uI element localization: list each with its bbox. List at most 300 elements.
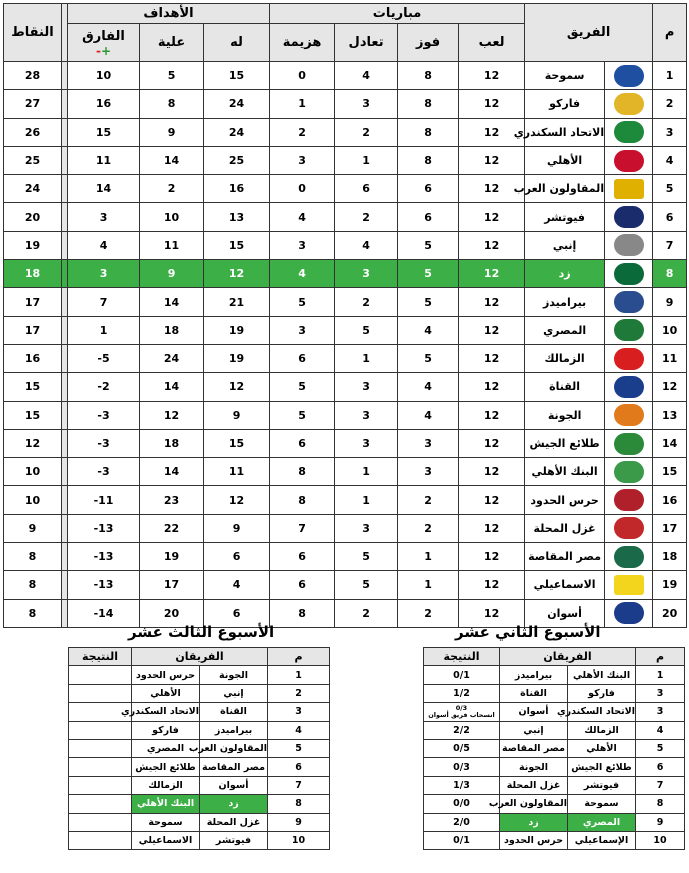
drawn-count: 2 [335,288,398,316]
standings-row [4,571,687,599]
team-name: طلائع الجيش [525,429,605,457]
match-result: 0/3 [424,758,500,776]
played-count: 12 [459,373,525,401]
won-count: 8 [398,118,459,146]
match-result: 1/3 [424,776,500,794]
gap-cell [62,486,68,514]
week12-match-row [386,831,685,849]
result-note: انسحاب فريق أسوان [428,710,495,719]
goal-diff-label: الفارق [82,29,125,44]
won-count: 8 [398,62,459,90]
points: 12 [4,429,62,457]
drawn-count: 1 [335,146,398,174]
goal-diff: 3- [68,401,140,429]
goals-against: 24 [140,344,204,372]
won-count: 8 [398,90,459,118]
goals-for: 24 [204,90,270,118]
away-team: زد [500,813,568,831]
goals-against: 17 [140,571,204,599]
match-result [69,758,132,776]
home-team: الجونة [200,666,268,684]
team-name: بيراميدز [525,288,605,316]
goal-diff: 11 [68,146,140,174]
standings-row [4,288,687,316]
gap-cell [386,795,424,813]
goals-for: 12 [204,373,270,401]
goal-diff: 15 [68,118,140,146]
week13-match-row [69,795,330,813]
team-rank: 16 [653,486,687,514]
goal-diff-symbols [68,46,139,56]
home-team: فاركو [568,684,636,702]
team-name: الزمالك [525,344,605,372]
week13-match-row [69,684,330,702]
away-team: الجونة [500,758,568,776]
week12-title: الأسبوع الثاني عشر [455,623,601,641]
standings-row [4,260,687,288]
lost-count: 4 [270,260,335,288]
drawn-count: 5 [335,543,398,571]
standings-row [4,62,687,90]
played-count: 12 [459,260,525,288]
match-number: 3 [636,684,685,702]
goals-against: 22 [140,514,204,542]
match-number: 3 [636,703,685,721]
team-rank: 5 [653,175,687,203]
week13-header-result: النتيجة [69,648,132,666]
won-count: 4 [398,401,459,429]
match-number: 9 [636,813,685,831]
points: 8 [4,543,62,571]
gap-cell [386,831,424,849]
home-team: القناة [200,703,268,721]
played-count: 12 [459,118,525,146]
week12-match-row [386,758,685,776]
match-result [69,795,132,813]
goal-diff: 14 [68,175,140,203]
played-count: 12 [459,288,525,316]
away-team: الاتحاد السكندري [132,703,200,721]
gap-cell [62,316,68,344]
played-count: 12 [459,543,525,571]
points: 16 [4,344,62,372]
match-result [69,831,132,849]
team-logo-icon [614,291,644,313]
goals-against: 14 [140,458,204,486]
team-rank: 13 [653,401,687,429]
played-count: 12 [459,571,525,599]
lost-count: 8 [270,486,335,514]
team-name: حرس الحدود [525,486,605,514]
week12-header-teams: الفريقان [500,648,636,666]
team-logo [605,175,653,203]
team-name: فيوتشر [525,203,605,231]
won-count: 2 [398,599,459,627]
goals-for: 15 [204,231,270,259]
goal-diff: 5- [68,344,140,372]
match-result [69,721,132,739]
played-count: 12 [459,599,525,627]
points: 20 [4,203,62,231]
drawn-count: 4 [335,231,398,259]
team-name: البنك الأهلي [525,458,605,486]
week13-table [68,647,330,850]
home-team: الأهلي [568,739,636,757]
goals-against: 2 [140,175,204,203]
week13-match-row [69,666,330,684]
points: 17 [4,316,62,344]
match-number: 2 [268,684,330,702]
match-result: 0/1 [424,831,500,849]
match-number: 6 [636,758,685,776]
team-logo-icon [614,404,644,426]
team-name: الأهلي [525,146,605,174]
goals-against: 9 [140,118,204,146]
goals-for: 21 [204,288,270,316]
goal-diff: 13- [68,514,140,542]
team-logo-icon [614,376,644,398]
standings-row [4,373,687,401]
away-team: الزمالك [132,776,200,794]
goal-diff: 10 [68,62,140,90]
goal-diff: 2- [68,373,140,401]
points: 18 [4,260,62,288]
goals-against: 18 [140,429,204,457]
match-number: 1 [636,666,685,684]
match-number: 4 [268,721,330,739]
away-team: الأهلي [132,684,200,702]
gap-cell [386,703,424,721]
home-team: أسوان [200,776,268,794]
drawn-count: 2 [335,203,398,231]
standings-row [4,514,687,542]
team-logo-icon [614,433,644,455]
lost-count: 5 [270,373,335,401]
drawn-count: 6 [335,175,398,203]
team-rank: 15 [653,458,687,486]
standings-row [4,203,687,231]
header-rank: م [653,4,687,62]
lost-count: 0 [270,175,335,203]
drawn-count: 3 [335,260,398,288]
gap-cell [386,684,424,702]
team-logo [605,458,653,486]
week12-header-num: م [636,648,685,666]
standings-row [4,146,687,174]
drawn-count: 3 [335,514,398,542]
team-name: الاتحاد السكندري [525,118,605,146]
team-rank: 2 [653,90,687,118]
match-number: 7 [268,776,330,794]
drawn-count: 4 [335,62,398,90]
match-number: 10 [636,831,685,849]
gap-cell [386,776,424,794]
gap-cell [62,429,68,457]
goals-against: 23 [140,486,204,514]
standings-row [4,429,687,457]
drawn-count: 5 [335,571,398,599]
week13-match-row [69,776,330,794]
gap-cell [62,458,68,486]
week12-match-row [386,684,685,702]
won-count: 6 [398,203,459,231]
week12-match-row [386,666,685,684]
match-result [69,739,132,757]
home-team: طلائع الجيش [568,758,636,776]
team-logo [605,486,653,514]
standings-row [4,118,687,146]
points: 9 [4,514,62,542]
standings-row [4,401,687,429]
goals-for: 9 [204,401,270,429]
lost-count: 4 [270,203,335,231]
plus-sign: + [100,44,112,58]
week12-match-row [386,721,685,739]
played-count: 12 [459,514,525,542]
match-result [69,813,132,831]
gap-cell [386,758,424,776]
team-logo [605,288,653,316]
goal-diff: 13- [68,543,140,571]
header-drawn: تعادل [335,24,398,62]
goals-against: 12 [140,401,204,429]
team-logo [605,118,653,146]
away-team: غزل المحلة [500,776,568,794]
gap-cell [386,813,424,831]
team-logo-icon [614,602,644,624]
team-name: إنبي [525,231,605,259]
drawn-count: 3 [335,401,398,429]
points: 26 [4,118,62,146]
gap-cell [62,514,68,542]
won-count: 5 [398,231,459,259]
goals-against: 14 [140,288,204,316]
goal-diff: 11- [68,486,140,514]
week12-match-row [386,703,685,721]
match-result: 1/2 [424,684,500,702]
week12-header-result: النتيجة [424,648,500,666]
played-count: 12 [459,429,525,457]
played-count: 12 [459,146,525,174]
result-score: 0/3 [455,703,468,712]
played-count: 12 [459,231,525,259]
team-logo-icon [614,517,644,539]
gap-cell [62,373,68,401]
team-rank: 19 [653,571,687,599]
team-logo-icon [614,121,644,143]
won-count: 4 [398,316,459,344]
away-team: طلائع الجيش [132,758,200,776]
points: 15 [4,373,62,401]
goals-for: 12 [204,260,270,288]
points: 27 [4,90,62,118]
match-result [69,666,132,684]
week13-match-row [69,703,330,721]
played-count: 12 [459,486,525,514]
standings-row [4,458,687,486]
team-name: أسوان [525,599,605,627]
lost-count: 6 [270,344,335,372]
goal-diff: 3 [68,203,140,231]
team-logo [605,231,653,259]
away-team: إنبي [500,721,568,739]
away-team: البنك الأهلي [132,795,200,813]
team-rank: 8 [653,260,687,288]
played-count: 12 [459,344,525,372]
away-team: القناة [500,684,568,702]
drawn-count: 3 [335,90,398,118]
standings-row [4,231,687,259]
home-team: الاتحاد السكندري [568,703,636,721]
header-team: الفريق [525,4,653,62]
lost-count: 6 [270,571,335,599]
played-count: 12 [459,401,525,429]
team-logo [605,344,653,372]
gap-cell [62,401,68,429]
goals-against: 19 [140,543,204,571]
team-name: المقاولون العرب [525,175,605,203]
team-name: المصري [525,316,605,344]
header-matches: مباريات [270,4,525,24]
goal-diff: 4 [68,231,140,259]
away-team: مصر المقاصة [500,739,568,757]
lost-count: 2 [270,118,335,146]
match-number: 7 [636,776,685,794]
match-number: 3 [268,703,330,721]
won-count: 1 [398,543,459,571]
goals-for: 19 [204,344,270,372]
match-result [424,703,500,721]
goals-for: 12 [204,486,270,514]
team-rank: 20 [653,599,687,627]
lost-count: 1 [270,90,335,118]
goal-diff: 3- [68,429,140,457]
team-logo [605,401,653,429]
gap-cell [62,203,68,231]
team-logo-icon [614,65,644,87]
team-logo-icon [614,206,644,228]
goals-for: 6 [204,599,270,627]
gap-cell [62,231,68,259]
team-logo-icon [614,461,644,483]
drawn-count: 1 [335,486,398,514]
match-number: 8 [636,795,685,813]
goals-for: 9 [204,514,270,542]
points: 10 [4,458,62,486]
away-team: الاسماعيلي [132,831,200,849]
match-number: 5 [268,739,330,757]
team-rank: 17 [653,514,687,542]
team-logo-icon [614,546,644,568]
lost-count: 5 [270,401,335,429]
won-count: 2 [398,514,459,542]
standings-row [4,90,687,118]
week12-match-row [386,813,685,831]
won-count: 5 [398,344,459,372]
points: 8 [4,599,62,627]
team-logo [605,373,653,401]
points: 15 [4,401,62,429]
away-team: بيراميدز [500,666,568,684]
home-team: الزمالك [568,721,636,739]
team-logo-icon [614,263,644,285]
won-count: 4 [398,373,459,401]
goals-against: 14 [140,146,204,174]
gap-cell [62,62,68,90]
header-goal-diff [68,24,140,62]
header-goals-against: علية [140,24,204,62]
team-rank: 10 [653,316,687,344]
home-team: بيراميدز [200,721,268,739]
header-won: فوز [398,24,459,62]
away-team: حرس الحدود [500,831,568,849]
home-team: فيوتشر [568,776,636,794]
goals-against: 11 [140,231,204,259]
team-logo-icon [614,179,644,199]
drawn-count: 2 [335,118,398,146]
team-name: القناة [525,373,605,401]
match-result: 0/0 [424,795,500,813]
lost-count: 3 [270,231,335,259]
goals-for: 4 [204,571,270,599]
home-team: إنبي [200,684,268,702]
gap-cell [386,721,424,739]
points: 24 [4,175,62,203]
header-lost: هزيمة [270,24,335,62]
gap-cell [62,146,68,174]
team-logo-icon [614,150,644,172]
lost-count: 3 [270,146,335,174]
goals-for: 15 [204,62,270,90]
goal-diff: 16 [68,90,140,118]
team-logo-icon [614,348,644,370]
won-count: 8 [398,146,459,174]
team-rank: 6 [653,203,687,231]
goal-diff: 7 [68,288,140,316]
team-rank: 3 [653,118,687,146]
goals-against: 8 [140,90,204,118]
won-count: 5 [398,260,459,288]
week13-match-row [69,721,330,739]
week12-match-row [386,776,685,794]
goals-against: 10 [140,203,204,231]
home-team: مصر المقاصة [200,758,268,776]
gap-cell [386,666,424,684]
points: 8 [4,571,62,599]
team-logo-icon [614,234,644,256]
home-team: البنك الأهلي [568,666,636,684]
goal-diff: 3- [68,458,140,486]
team-logo [605,260,653,288]
won-count: 3 [398,429,459,457]
match-result [69,684,132,702]
team-logo-icon [614,575,644,595]
week13-match-row [69,831,330,849]
lost-count: 8 [270,458,335,486]
header-goals-for: له [204,24,270,62]
gap-cell [62,344,68,372]
team-rank: 14 [653,429,687,457]
home-team: زد [200,795,268,813]
away-team: المصري [132,739,200,757]
team-rank: 12 [653,373,687,401]
team-logo-icon [614,93,644,115]
goals-against: 5 [140,62,204,90]
gap-cell [62,571,68,599]
away-team: أسوان [500,703,568,721]
week13-match-row [69,739,330,757]
goal-diff: 13- [68,571,140,599]
